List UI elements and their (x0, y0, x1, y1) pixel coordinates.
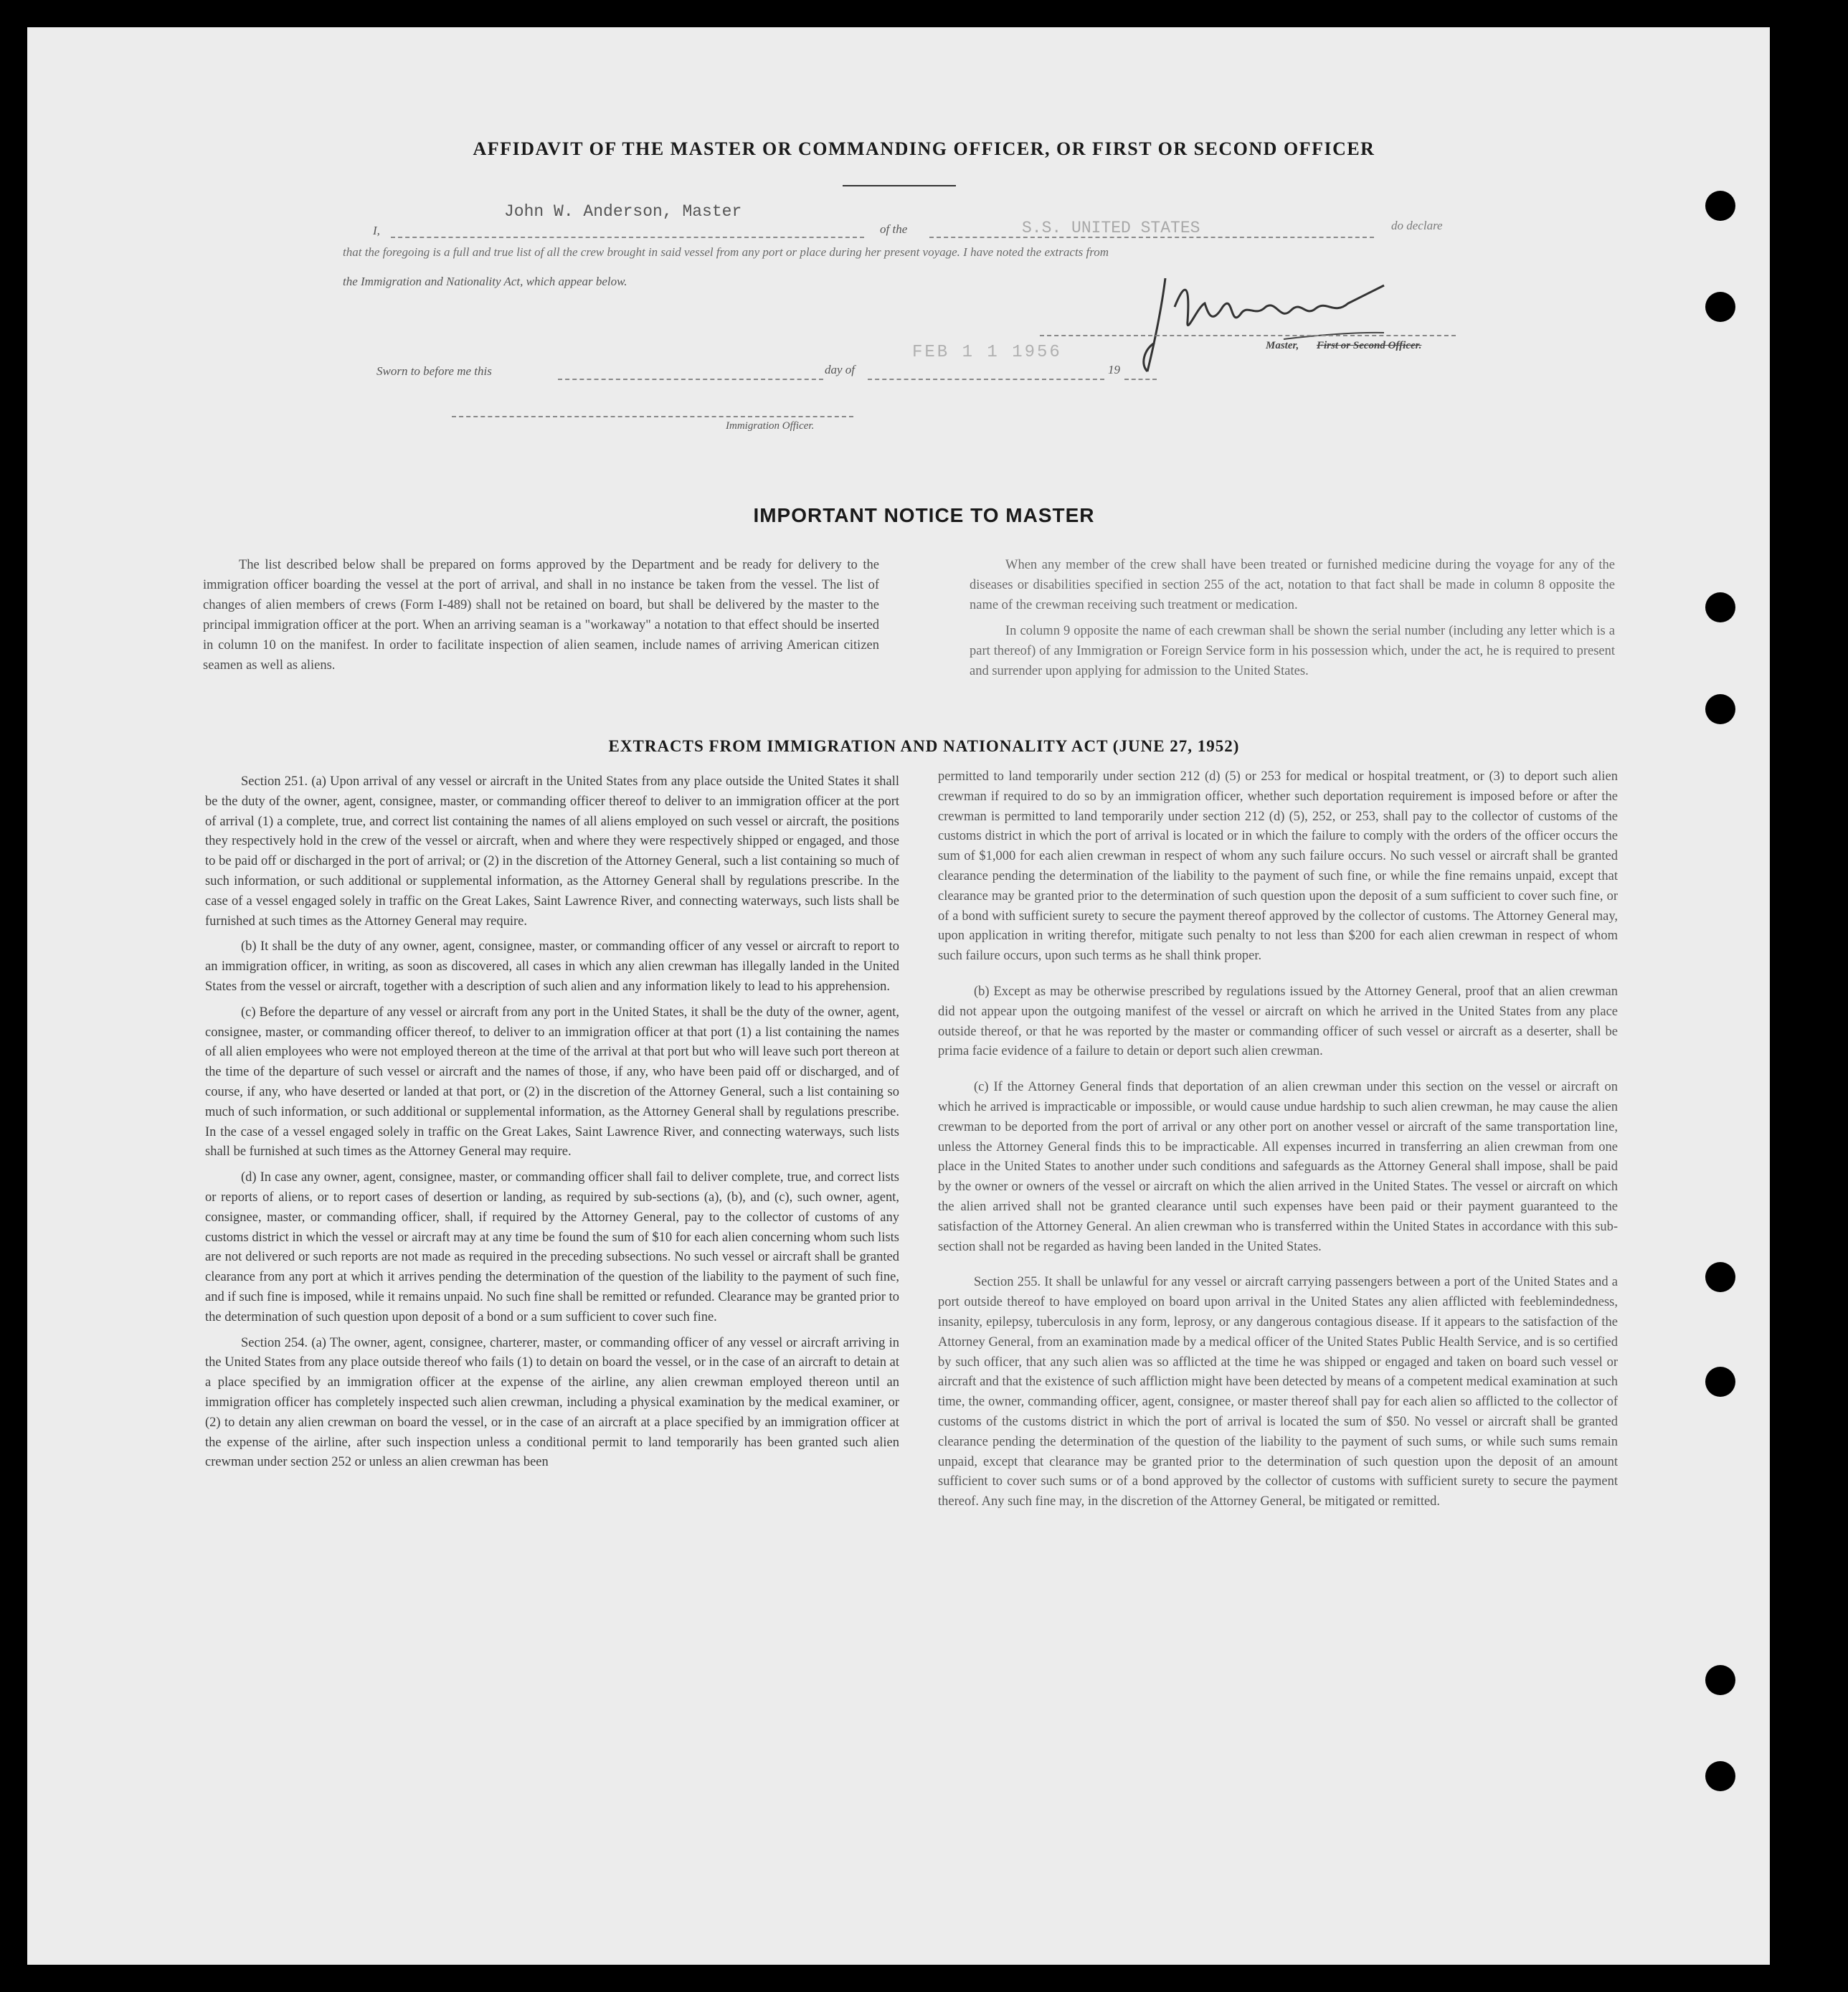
extracts-left-column (205, 772, 899, 1479)
extracts-right-column (938, 767, 1618, 1518)
sworn-label: Sworn to before me this (376, 364, 492, 378)
extract-section-251b: (b) It shall be the duty of any owner, agent, consignee, master, or commanding officer of any vessel or aircraft to report to an immigration officer, in writing, as soon as discovered, all cases in which any alien crewman has illegally landed in the United States from the vessel or aircraft, together with a description of such alien and any information likely to lead to his apprehension. (205, 939, 899, 994)
name-line (391, 237, 864, 238)
notice-title: IMPORTANT NOTICE TO MASTER (753, 504, 1095, 526)
notice-left-column (203, 555, 879, 681)
punch-hole (1705, 191, 1735, 221)
punch-hole (1705, 1665, 1735, 1695)
punch-hole (1705, 1262, 1735, 1292)
notice-left-text: The list described below shall be prepared on forms approved by the Department and be ready for delivery to the immigration officer boarding the vessel at the port of arrival, and shall in no instance be taken from the vessel. The list of changes of alien members of crews (Form I-489) shall not be retained on board, but shall be delivered by the master to the principal immigration officer at the port. When an arriving seaman is a "workaway" a notation to that effect should be inserted in column 10 on the manifest. In order to facilitate inspection of alien seamen, include names of arriving American citizen seamen as well as aliens. (203, 558, 879, 673)
signature (1140, 264, 1398, 379)
punch-hole (1705, 694, 1735, 724)
extract-section-254c: (c) If the Attorney General finds that deportation of an alien crewman under this section on the vessel or aircraft on which he arrived is impracticable or impossible, or would cause undue hardship to such alien crewman, he may cause the alien crewman to be deported from the port of arrival or any other port on another vessel or aircraft of the same transportation line, unless the Attorney General finds this to be impracticable. All expenses incurred in transferring an alien crewman from one place in the United States to another under such conditions and safeguards as the Attorney General shall impose, shall be paid by the owner or owners of the vessel or aircraft on which the alien arrived in the United States. The vessel or aircraft on which the alien arrived shall not be granted clearance until such expenses have been paid or their payment guaranteed to the satisfaction of the Attorney General. An alien crewman who is transferred within the United States in accordance with this sub-section shall not be regarded as having been landed in the United States. (938, 1080, 1618, 1254)
affidavit-title: AFFIDAVIT OF THE MASTER OR COMMANDING OFFICER, OR FIRST OR SECOND OFFICER (473, 138, 1375, 159)
sworn-day-line (558, 379, 823, 380)
master-name: John W. Anderson, Master (504, 202, 742, 221)
master-sign-line (1040, 335, 1456, 336)
extract-section-254b: (b) Except as may be otherwise prescribed by regulations issued by the Attorney General, proof that an alien crewman did not appear upon the outgoing manifest of the vessel or aircraft on which he arrived in the United States from any place outside thereof, or that he was reported by the master or commanding officer of such vessel or aircraft as a deserter, shall be prima facie evidence of a failure to detain or deport such alien crewman. (938, 984, 1618, 1059)
extract-section-254a-cont: permitted to land temporarily under section 212 (d) (5) or 253 for medical or hospital treatment, or (3) to deport such alien crewman if required to do so by an immigration officer, whether such deportation requirement is imposed before or after the crewman is permitted to land temporarily under section 212 (d) (5), 252, or 253, shall pay to the collector of customs of the customs district in which the port of arrival is located or in which the failure to comply with the orders of the officer occurs the sum of $1,000 for each alien crewman in respect of whom any such failure occurs. No such vessel or aircraft shall be granted clearance pending the determination of the liability to the payment of such fine, or while the fine remains unpaid, except that clearance may be granted prior to the determination of such question upon the deposit of a sum sufficient to cover such fine, or of a bond with sufficient surety to secure the payment thereof approved by the collector of customs. The Attorney General may, upon application in writing therefor, mitigate such penalty to not less than $200 for each alien crewman in respect of whom such failure occurs, upon such terms as he shall think proper. (938, 769, 1618, 964)
notice-right-text-1: When any member of the crew shall have been treated or furnished medicine during the voyage for any of the diseases or disabilities specified in section 255 of the act, notation to that fact shall be made in column 8 opposite the name of the crewman receiving such treatment or medication. (970, 558, 1615, 612)
affidavit-of-the: of the (880, 222, 908, 236)
master-label: Master, (1266, 340, 1299, 351)
affidavit-line3: the Immigration and Nationality Act, which appear below. (343, 275, 627, 288)
punch-hole (1705, 1367, 1735, 1397)
immigration-officer-label: Immigration Officer. (726, 420, 815, 432)
year-line (1124, 379, 1157, 380)
year-label: 19 (1108, 363, 1120, 376)
extract-section-255: Section 255. It shall be unlawful for any vessel or aircraft carrying passengers between a port of the United States and a port outside thereof to have employed on board upon arrival in the United States any alien afflicted with feeblemindedness, insanity, epilepsy, tuberculosis in any form, leprosy, or any dangerous contagious disease. If it appears to the satisfaction of the Attorney General, from an examination made by a medical officer of the United States Public Health Service, and is so certified by such officer, that any such alien was so afflicted at the time he was shipped or engaged and taken on board such vessel or aircraft and that the existence of such affliction might have been detected by means of a competent medical examination at such time, the owner, commanding officer, agent, consignee, or master thereof shall pay for each alien so afflicted to the collector of customs of the customs district in which the port of arrival is located the sum of $50. No vessel or aircraft shall be granted clearance pending the determination of the question of the liability to the payment of such sums, or while such sums remain unpaid, except that clearance may be granted prior to the determination of such question upon the deposit of an amount sufficient to cover such sums or of a bond approved by the collector of customs with sufficient surety to secure the payment thereof. Any such fine may, in the discretion of the Attorney General, be mitigated or remitted. (938, 1275, 1618, 1509)
extract-section-251c: (c) Before the departure of any vessel or aircraft from any port in the United States, it shall be the duty of the owner, agent, consignee, master, or commanding officer thereof, to deliver to an immigration officer at that port (1) a list containing the names of all alien employees who were not employed thereon at the time of the arrival at that port but who will leave such port thereon at the time of the departure of such vessel or aircraft and the names of those, if any, who have been paid off or discharged, and of course, if any, who have deserted or landed at that port, or (2) in the discretion of the Attorney General, such a list containing so much of such information, or such additional or supplemental information, as the Attorney General shall by regulations prescribe. In the case of a vessel engaged solely in traffic on the Great Lakes, Saint Lawrence River, and connecting waterways, such lists shall be furnished at such times as the Attorney General may require. (205, 1005, 899, 1159)
extracts-title: EXTRACTS FROM IMMIGRATION AND NATIONALITY ACT (JUNE 27, 1952) (608, 737, 1240, 755)
punch-hole (1705, 1761, 1735, 1791)
vessel-name: S.S. UNITED STATES (1022, 219, 1200, 237)
affidavit-i: I, (373, 224, 380, 237)
affidavit-declare: do declare (1391, 219, 1443, 232)
punch-hole (1705, 592, 1735, 622)
officer-sign-line (452, 416, 853, 417)
date-stamp: FEB 1 1 1956 (912, 343, 1062, 362)
day-of-label: day of (825, 363, 856, 376)
title-rule (843, 185, 956, 186)
first-second-officer-struck: First or Second Officer. (1317, 340, 1422, 351)
extract-section-251a: Section 251. (a) Upon arrival of any vessel or aircraft in the United States from any place outside the United States it shall be the duty of the owner, agent, consignee, master, or commanding officer thereof to deliver to an immigration officer at the port of arrival (1) a complete, true, and correct list containing the names of all aliens employed on such vessel or aircraft, the positions they respectively hold in the crew of the vessel or aircraft, when and where they were respectively shipped or engaged, and those to be paid off or discharged in the port of arrival; or (2) in the discretion of the Attorney General, such a list containing so much of such information, or such additional or supplemental information, as the Attorney General shall by regulations prescribe. In the case of a vessel engaged solely in traffic on the Great Lakes, Saint Lawrence River, and connecting waterways, such lists shall be furnished at such times as the Attorney General may require. (205, 774, 899, 929)
sworn-month-line (868, 379, 1104, 380)
notice-right-text-2: In column 9 opposite the name of each crewman shall be shown the serial number (including any letter which is a part thereof) of any Immigration or Foreign Service form in his possession which, under the act, he is required to present and surrender upon applying for admission to the United States. (970, 624, 1615, 678)
punch-hole (1705, 292, 1735, 322)
extract-section-251d: (d) In case any owner, agent, consignee, master, or commanding officer shall fail to deliver complete, true, and correct lists or reports of aliens, or to report cases of desertion or landing, as required by sub-sections (a), (b), and (c), such owner, agent, consignee, master, or commanding officer, shall, if required by the Attorney General, pay to the collector of customs of any customs district in which the vessel or aircraft may at any time be found the sum of $10 for each alien concerning whom such lists are not delivered or such reports are not made as required in the preceding subsections. No such vessel or aircraft shall be granted clearance from any port at which it arrives pending the determination of the question of the liability to the payment of such fine, and if such fine is imposed, while it remains unpaid. No such fine shall be remitted or refunded. Clearance may be granted prior to the determination of such question upon deposit of a bond or a sum sufficient to cover such fine. (205, 1170, 899, 1324)
affidavit-line2: that the foregoing is a full and true list of all the crew brought in said vessel from any port or place during her present voyage. I have noted the extracts from (343, 245, 1109, 259)
signature-drawing (1140, 264, 1398, 379)
extract-section-254a: Section 254. (a) The owner, agent, consignee, charterer, master, or commanding officer of any vessel or aircraft arriving in the United States from any place outside thereof who fails (1) to detain on board the vessel, or in the case of an aircraft to detain at a place specified by an immigration officer at the expense of the airline, any alien crewman employed thereon until an immigration officer has completely inspected such alien crewman, including a physical examination by the medical examiner, or (2) to detain any alien crewman on board the vessel, or in the case of an aircraft at a place specified by an immigration officer at the expense of the airline, after such inspection unless a conditional permit to land temporarily has been granted such alien crewman under section 252 or unless an alien crewman has been (205, 1335, 899, 1470)
notice-right-column (970, 555, 1615, 687)
